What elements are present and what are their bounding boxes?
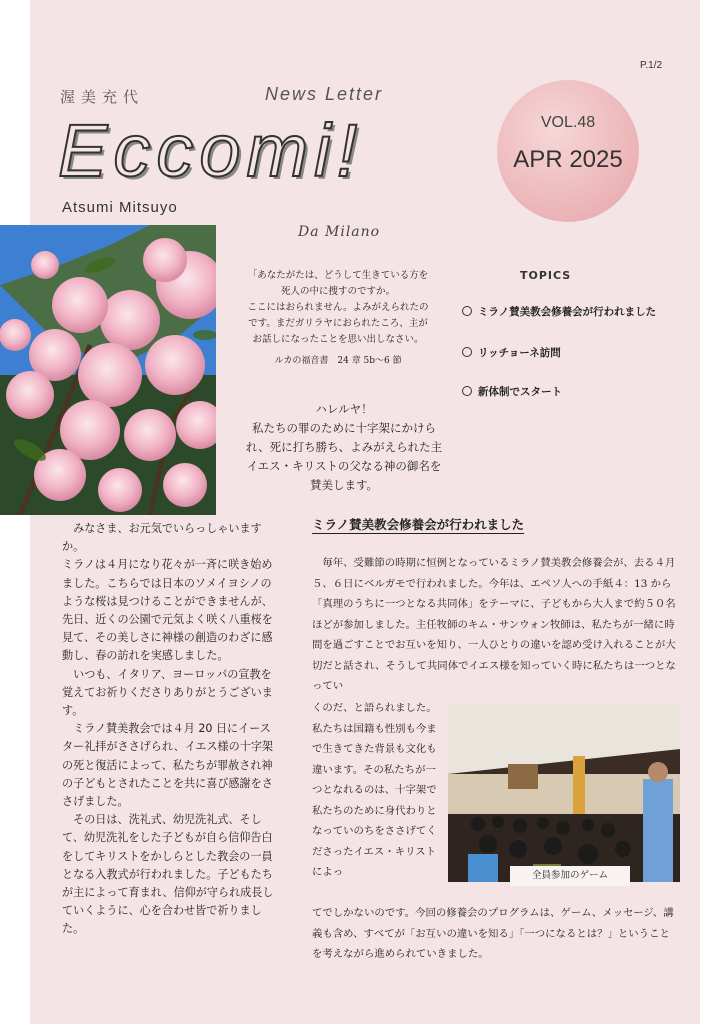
praise-line: れ、死に打ち勝ち、よみがえられた主 bbox=[245, 440, 443, 454]
scripture-reference: ルカの福音書 24 章 5b〜6 節 bbox=[274, 356, 402, 366]
verse-line: 死人の中に捜すのですか。 bbox=[280, 286, 395, 297]
article-paragraph-wrap: くのだ、と語られました。私たちは国籍も性別も今まで生きてきた背景も文化も違います。その私たちが一つとなれるのは、十字架で私たちのために身代わりとなっていのちをささげてくださったイエス・キリストによっ bbox=[312, 702, 437, 878]
retreat-game-photo bbox=[448, 704, 680, 882]
greeting-paragraph: みなさま、お元気でいらっしゃいますか。 bbox=[62, 522, 262, 554]
greeting-paragraph: その日は、洗礼式、幼児洗礼式、そして、幼児洗礼をした子どもが自ら信仰告白をしてキリストをかしらとした教会の一員となる入教式が行われました。子どもたちが主によって育まれ、信仰が守られ成長していくように、心を合わせ皆で祈りました。 bbox=[62, 813, 274, 936]
location-label: Da Milano bbox=[298, 224, 381, 240]
author-name-english: Atsumi Mitsuyo bbox=[62, 199, 178, 216]
hallelujah-praise bbox=[228, 400, 460, 495]
topic-item[interactable] bbox=[462, 345, 561, 360]
photo-caption: 全員参加のゲーム bbox=[510, 866, 630, 886]
greeting-column bbox=[62, 520, 278, 939]
greeting-paragraph: ミラノは４月になり花々が一斉に咲き始めました。こちらでは日本のソメイヨシノのような桜は見つけることができませんが、先日、近くの公園で元気よく咲く八重桜を見て、その美しさに神様の創造のわざに感動し、春の訪れを実感しました。 bbox=[62, 558, 273, 663]
praise-line: ハレルヤ！ bbox=[315, 402, 373, 416]
circle-bullet-icon bbox=[462, 347, 472, 357]
topic-label: リッチョーネ訪問 bbox=[478, 347, 561, 359]
scripture-verse bbox=[228, 268, 448, 348]
article-paragraph-top: 毎年、受難節の時期に恒例となっているミラノ賛美教会修養会が、去る４月５、６日にベルガモで行われました。今年は、エペソ人への手紙４：13 から「真理のうちに一つとなる共同体」をテーマに、子どもから大人まで約５０名ほどが参加しました。主任牧師のキム・サンウォン牧師は、私たちが一緒に時間を過ごすことでお互いを知り、一人ひとりの違いを認め受け入れることが大切だと話され、そうして共同体でイエス様を知っていく時に私たちは一つとなってい bbox=[312, 557, 676, 692]
author-name-japanese: 渥美充代 bbox=[60, 88, 145, 106]
issue-date: APR 2025 bbox=[513, 146, 623, 173]
topic-item[interactable] bbox=[462, 304, 656, 319]
greeting-paragraph: ミラノ賛美教会では４月 20 日にイースター礼拝がささげられ、イエス様の十字架の死と復活によって、私たちが罪赦され神の子どもとされたことを共に喜び感謝をささげました。 bbox=[62, 722, 274, 809]
topic-label: ミラノ賛美教会修養会が行われました bbox=[478, 306, 657, 318]
verse-line: お話しになったことを思い出しなさい。 bbox=[252, 334, 424, 345]
article-paragraph-bottom: てでしかないのです。今回の修養会のプログラムは、ゲーム、メッセージ、講義も含め、すべてが「お互いの違いを知る」「一つになるとは？」ということを考えながら進められていきました。 bbox=[312, 907, 674, 960]
topic-item[interactable] bbox=[462, 384, 562, 399]
praise-line: 私たちの罪のために十字架にかけら bbox=[252, 421, 436, 435]
issue-badge bbox=[497, 80, 639, 222]
topics-heading: TOPICS bbox=[520, 269, 572, 282]
topic-label: 新体制でスタート bbox=[478, 386, 562, 398]
praise-line: 賛美します。 bbox=[309, 478, 379, 492]
circle-bullet-icon bbox=[462, 386, 472, 396]
newsletter-label: News Letter bbox=[265, 84, 384, 104]
circle-bullet-icon bbox=[462, 306, 472, 316]
article-title: ミラノ賛美教会修養会が行われました bbox=[312, 517, 525, 532]
cherry-blossom-photo bbox=[0, 225, 216, 515]
greeting-paragraph: いつも、イタリア、ヨーロッパの宣教を覚えてお祈りくださりありがとうございます。 bbox=[62, 667, 273, 718]
verse-line: 「あなたがたは、どうして生きている方を bbox=[247, 270, 429, 281]
page-number: P.1/2 bbox=[640, 60, 663, 71]
praise-line: イエス・キリストの父なる神の御名を bbox=[246, 459, 442, 473]
verse-line: ここにはおられません。よみがえられたの bbox=[247, 302, 429, 313]
verse-line: です。まだガリラヤにおられたころ、主が bbox=[248, 318, 428, 329]
masthead-title: Eccomi! bbox=[58, 109, 364, 192]
volume-number: VOL.48 bbox=[540, 114, 596, 131]
